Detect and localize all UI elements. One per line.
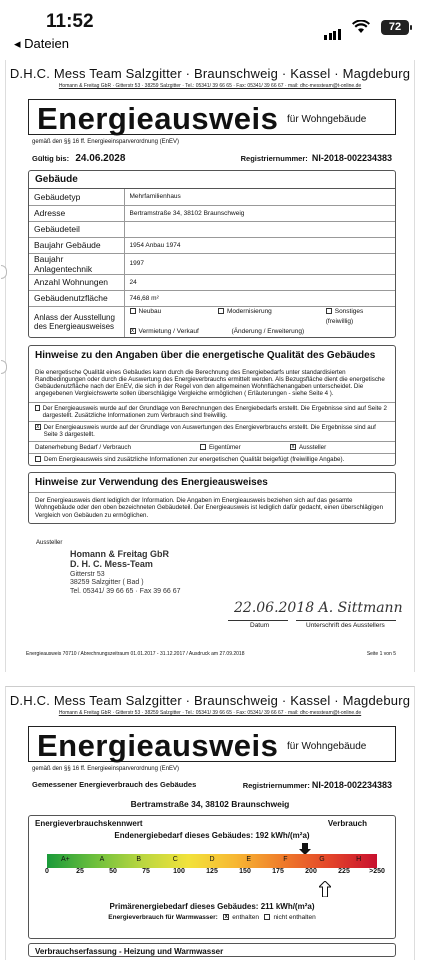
opt-verm: Vermietung / Verkauf: [138, 327, 199, 335]
hinweise-box: [28, 345, 396, 466]
opt-modern: Modernisierung: [227, 307, 272, 315]
row-label: Anzahl Wohnungen: [29, 274, 124, 290]
scale-letters: [47, 856, 377, 866]
clock: 11:52: [46, 11, 94, 32]
company-header: D.H.C. Mess Team Salzgitter · Braunschweig · Kassel · Magdeburg: [9, 693, 411, 708]
warmwasser-row: [29, 914, 395, 921]
document-page-2: [5, 686, 415, 960]
opt1-text: Der Energieausweis wurde auf der Grundlage von Berechnungen des Energiebedarfs erstellt. Die Ergebnisse sind auf Seite 2 dargestellt. Zusätzliche Informationen zum Verbrauch sind freiwillig.: [42, 404, 387, 419]
scale-tick: 50: [109, 868, 117, 875]
wifi-icon: [352, 20, 370, 34]
scale-letter: A: [99, 856, 105, 863]
opt3-text: Dem Energieausweis sind zusätzliche Informationen zur energetischen Qualität beigefügt (freiwillige Angabe).: [44, 455, 345, 463]
unterschrift-label: Unterschrift des Ausstellers: [306, 622, 385, 629]
warmwasser-label: Energieverbrauch für Warmwasser:: [108, 914, 218, 921]
daten-aus: Aussteller: [299, 443, 327, 451]
valid-date: 24.06.2028: [75, 153, 126, 164]
checkbox-neubau[interactable]: [130, 308, 136, 314]
gebaeude-table: [29, 189, 395, 337]
checkbox-nicht-enthalten[interactable]: [264, 914, 270, 920]
kennwert-label: Energieverbrauchskennwert: [35, 819, 143, 828]
checkbox-zusatz[interactable]: [35, 456, 41, 462]
anlass-options: [124, 306, 395, 337]
primaer-arrow-icon: [319, 881, 331, 897]
battery-icon: 72: [381, 20, 409, 35]
scale-letter: D: [209, 856, 215, 863]
row-value: 24: [124, 274, 395, 290]
row-label: Gebäudetyp: [29, 189, 124, 205]
back-label: Dateien: [24, 36, 69, 51]
option-verbrauch: [29, 421, 395, 440]
row-value: 1954 Anbau 1974: [124, 237, 395, 253]
table-row: [29, 221, 395, 237]
scale-letter: E: [246, 856, 251, 863]
scale-box: [28, 815, 396, 939]
scale-tick: 75: [142, 868, 150, 875]
enthalten-label: enthalten: [232, 914, 260, 921]
scale-tick: 150: [239, 868, 251, 875]
verbrauchserfassung-box: [28, 943, 396, 957]
checkbox-verbrauch[interactable]: x: [36, 424, 40, 431]
datenerhebung-row: [29, 441, 395, 453]
row-value: 746,68 m²: [124, 290, 395, 306]
scale-tick: 200: [305, 868, 317, 875]
table-row: [29, 205, 395, 221]
doc-title: Energieausweis: [37, 101, 279, 136]
next-section-title: Verbrauchserfassung - Heizung und Warmwasser: [35, 947, 224, 956]
table-row: [29, 253, 395, 274]
section-title: Gemessener Energieverbrauch des Gebäudes: [32, 780, 197, 789]
scale-tick: 0: [45, 868, 49, 875]
row-value: 1997: [124, 253, 395, 274]
doc-title-suffix: für Wohngebäude: [287, 741, 367, 752]
opt-modern2: (Änderung / Erweiterung): [231, 327, 305, 335]
datum-line: [228, 620, 288, 621]
scale-tick: 125: [206, 868, 218, 875]
primaer-text: Primärenergiebedarf dieses Gebäudes: 211 kWh/(m²a): [109, 902, 315, 911]
scale-letter: B: [136, 856, 141, 863]
endenergie-text: Endenergiebedarf dieses Gebäudes: 192 kWh/(m²a): [114, 831, 310, 840]
scale-tick: 100: [173, 868, 185, 875]
valid-label: Gültig bis:: [32, 154, 70, 163]
scale-ticks: [45, 868, 385, 878]
table-row: [29, 306, 395, 337]
scale-tick: 225: [338, 868, 350, 875]
scale-tick: 175: [272, 868, 284, 875]
checkbox-vermietung[interactable]: x: [131, 327, 134, 334]
signal-icon: [324, 22, 342, 40]
stamp-line1: Homann & Freitag GbR: [70, 548, 170, 559]
section-row: [32, 780, 392, 790]
table-row: [29, 237, 395, 253]
title-box: [28, 99, 396, 135]
verwendung-heading: Hinweise zur Verwendung des Energieausweises: [35, 476, 268, 488]
checkbox-sonstiges[interactable]: [326, 308, 332, 314]
enev-note: gemäß den §§ 16 ff. Energieeinsparverordnung (EnEV): [32, 766, 179, 772]
row-label: Baujahr Gebäude: [29, 237, 124, 253]
daten-eig: Eigentümer: [209, 443, 241, 451]
company-header: D.H.C. Mess Team Salzgitter · Braunschweig · Kassel · Magdeburg: [9, 66, 411, 81]
row-label: Gebäudenutzfläche: [29, 290, 124, 306]
verwendung-text: Der Energieausweis dient lediglich der Information. Die Angaben im Energieausweis beziehen sich auf das gesamte Wohngebäude oder den oben bezeichneten Gebäudeteil. Der Energieausweis ist lediglich dafür gedacht, einen überschlägigen Vergleich von Gebäuden zu ermöglichen.: [29, 492, 395, 523]
scale-letter: C: [172, 856, 178, 863]
document-page-1: [5, 60, 415, 672]
nicht-label: nicht enthalten: [273, 914, 316, 921]
stamp-line3: Gitterstr 53: [70, 570, 105, 578]
stamp-line5: Tel. 05341/ 39 66 65 · Fax 39 66 67: [70, 587, 181, 595]
row-value: Bertramstraße 34, 38102 Braunschweig: [124, 205, 395, 221]
stamp-line4: 38259 Salzgitter ( Bad ): [70, 579, 144, 587]
reg-label: Registriernummer:: [242, 781, 310, 790]
checkbox-aussteller[interactable]: x: [291, 443, 295, 450]
company-contact: Homann & Freitag GbR · Gitterstr 53 · 38259 Salzgitter · Tel.: 05341/ 39 66 65 · Fax: 05341/ 39 66 67 · mail: dhc-messteam@t-online.de: [58, 83, 362, 89]
row-label: Gebäudeteil: [29, 221, 124, 237]
table-row: [29, 290, 395, 306]
unterschrift-line: [296, 620, 396, 621]
anlass-label: Anlass der Ausstellung des Energieausweises: [34, 312, 115, 331]
scale-tick: >250: [369, 868, 385, 875]
datum-label: Datum: [250, 622, 270, 629]
verwendung-box: [28, 472, 396, 524]
daten-label: Datenerhebung Bedarf / Verbrauch: [35, 443, 131, 451]
scale-letter: F: [283, 856, 288, 863]
checkbox-bedarf[interactable]: [35, 405, 40, 411]
doc-title-suffix: für Wohngebäude: [287, 114, 367, 125]
aussteller-label: Aussteller: [36, 539, 63, 546]
validity-row: [32, 153, 392, 164]
scale-tick: 25: [76, 868, 84, 875]
row-value: [124, 221, 395, 237]
table-row: [29, 189, 395, 205]
gebaeude-box: [28, 170, 396, 338]
scale-letter: A+: [60, 856, 70, 863]
address-line: Bertramstraße 34, 38102 Braunschweig: [130, 799, 290, 809]
opt-neubau: Neubau: [138, 307, 162, 315]
checkbox-modernisierung[interactable]: [218, 308, 224, 314]
aussteller-stamp: [70, 550, 414, 597]
verbrauch-label: Verbrauch: [327, 819, 367, 828]
option-zusatz: [29, 453, 395, 465]
page-footer: [26, 651, 396, 657]
hinweise-text: Die energetische Qualität eines Gebäudes kann durch die Berechnung des Energiebedarfs unter standardisierten Randbedingungen oder durch die Auswertung des Energieverbrauchs ermittelt werden. Als Bezugsfläche dient die energetische Gebäudenutzfläche nach der EnEV, die sich in der Regel von den allgemeinen Wohnflächenangaben unterscheidet. Die angegebenen Vergleichswerte sollen überschlägige Vergleiche ermöglichen ( Erläuterungen - siehe Seite 4 ).: [35, 368, 385, 398]
stamp-line2: D. H. C. Mess-Team: [70, 559, 153, 570]
option-bedarf: [29, 402, 395, 421]
title-box: [28, 726, 396, 762]
row-label: Baujahr Anlagentechnik: [29, 253, 124, 274]
enev-note: gemäß den §§ 16 ff. Energieeinsparverordnung (EnEV): [32, 139, 179, 145]
back-button[interactable]: ◂ Dateien: [14, 36, 69, 51]
row-label: Adresse: [29, 205, 124, 221]
reg-label: Registriernummer:: [240, 154, 308, 163]
row-value: Mehrfamilienhaus: [124, 189, 395, 205]
reg-number: NI-2018-002234383: [311, 153, 392, 163]
status-bar: [0, 0, 443, 58]
gebaeude-heading: Gebäude: [29, 171, 395, 189]
reg-number: NI-2018-002234383: [311, 780, 392, 790]
doc-title: Energieausweis: [37, 728, 279, 763]
footer-left: Energieausweis 70710 / Abrechnungszeitraum 01.01.2017 - 31.12.2017 / Ausdruck am 27.09.2018: [26, 651, 245, 657]
opt-sonst: Sonstiges (freiwillig): [325, 307, 364, 325]
company-contact: Homann & Freitag GbR · Gitterstr 53 · 38259 Salzgitter · Tel.: 05341/ 39 66 65 · Fax: 05341/ 39 66 67 · mail: dhc-messteam@t-online.de: [58, 710, 362, 716]
hinweise-heading: Hinweise zu den Angaben über die energetische Qualität des Gebäudes: [35, 349, 376, 361]
signature: 22.06.2018 A. Sittmann: [234, 600, 403, 616]
scale-letter: G: [319, 856, 325, 863]
opt2-text: Der Energieausweis wurde auf der Grundlage von Auswertungen des Energieverbrauchs erstellt. Die Ergebnisse sind auf Seite 3 dargestellt.: [43, 424, 376, 439]
scale-letter: H: [356, 856, 362, 863]
footer-right: Seite 1 von 5: [366, 651, 396, 657]
checkbox-eigentuemer[interactable]: [200, 444, 206, 450]
checkbox-enthalten[interactable]: x: [224, 914, 228, 921]
table-row: [29, 274, 395, 290]
